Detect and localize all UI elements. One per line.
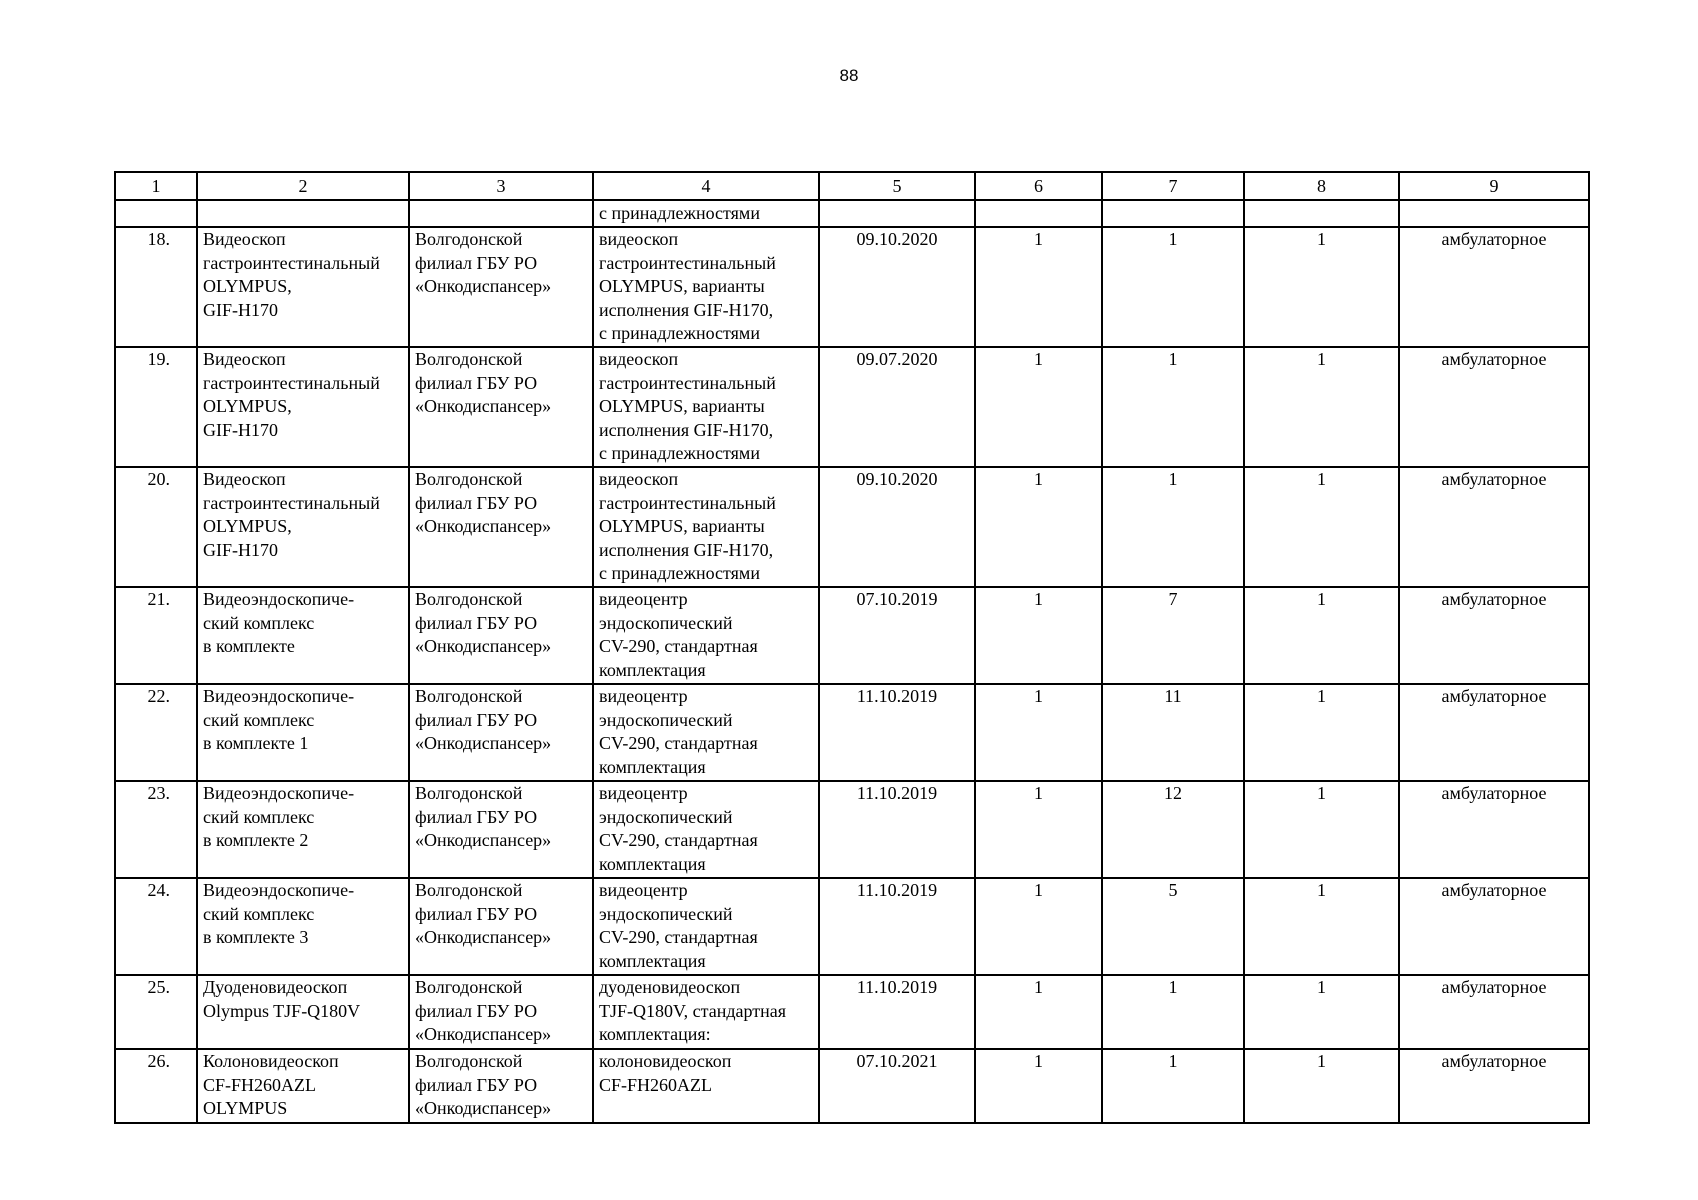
table-row <box>115 467 1589 587</box>
table-row <box>115 781 1589 878</box>
column-header-6: 6 <box>975 172 1102 200</box>
continuation-row <box>115 200 1589 227</box>
equipment-description: видеоцентр эндоскопический CV-290, стандартная комплектация <box>593 587 819 684</box>
equipment-name: Видеоэндоскопиче- ский комплекс в комплекте 1 <box>197 684 409 781</box>
equipment-table <box>114 171 1590 1124</box>
equipment-name: Дуоденовидеоскоп Olympus TJF-Q180V <box>197 975 409 1049</box>
date: 11.10.2019 <box>819 781 975 878</box>
equipment-name: Видеоскоп гастроинтестинальный OLYMPUS, GIF-H170 <box>197 227 409 347</box>
table-cell <box>819 200 975 227</box>
quantity-col6: 1 <box>975 781 1102 878</box>
organization: Волгодонской филиал ГБУ РО «Онкодиспансер» <box>409 227 593 347</box>
table-row <box>115 684 1589 781</box>
row-number: 20. <box>115 467 197 587</box>
table-cell <box>1399 200 1589 227</box>
table-cell <box>409 200 593 227</box>
equipment-name: Видеоэндоскопиче- ский комплекс в комплекте 3 <box>197 878 409 975</box>
date: 09.10.2020 <box>819 467 975 587</box>
date: 11.10.2019 <box>819 684 975 781</box>
equipment-description: видеоцентр эндоскопический CV-290, стандартная комплектация <box>593 684 819 781</box>
quantity-col7: 1 <box>1102 467 1244 587</box>
quantity-col6: 1 <box>975 878 1102 975</box>
column-header-7: 7 <box>1102 172 1244 200</box>
table-row <box>115 1049 1589 1123</box>
quantity-col6: 1 <box>975 1049 1102 1123</box>
organization: Волгодонской филиал ГБУ РО «Онкодиспансер» <box>409 975 593 1049</box>
equipment-name: Видеоэндоскопиче- ский комплекс в комплекте <box>197 587 409 684</box>
quantity-col8: 1 <box>1244 347 1399 467</box>
table-row <box>115 878 1589 975</box>
column-header-1: 1 <box>115 172 197 200</box>
row-number: 23. <box>115 781 197 878</box>
quantity-col7: 1 <box>1102 347 1244 467</box>
row-number: 24. <box>115 878 197 975</box>
row-number: 22. <box>115 684 197 781</box>
row-number: 25. <box>115 975 197 1049</box>
row-number: 26. <box>115 1049 197 1123</box>
quantity-col8: 1 <box>1244 587 1399 684</box>
table-cell <box>1244 200 1399 227</box>
quantity-col6: 1 <box>975 975 1102 1049</box>
continuation-text: с принадлежностями <box>593 200 819 227</box>
quantity-col8: 1 <box>1244 684 1399 781</box>
column-header-9: 9 <box>1399 172 1589 200</box>
equipment-description: видеоскоп гастроинтестинальный OLYMPUS, варианты исполнения GIF-H170, с принадлежностями <box>593 467 819 587</box>
equipment-description: видеоцентр эндоскопический CV-290, стандартная комплектация <box>593 878 819 975</box>
quantity-col8: 1 <box>1244 1049 1399 1123</box>
date: 11.10.2019 <box>819 878 975 975</box>
equipment-name: Видеоскоп гастроинтестинальный OLYMPUS, GIF-H170 <box>197 347 409 467</box>
quantity-col6: 1 <box>975 684 1102 781</box>
quantity-col6: 1 <box>975 227 1102 347</box>
column-header-5: 5 <box>819 172 975 200</box>
page-number: 88 <box>839 66 859 85</box>
care-type: амбулаторное <box>1399 878 1589 975</box>
column-header-2: 2 <box>197 172 409 200</box>
organization: Волгодонской филиал ГБУ РО «Онкодиспансер» <box>409 781 593 878</box>
row-number: 18. <box>115 227 197 347</box>
date: 07.10.2019 <box>819 587 975 684</box>
quantity-col8: 1 <box>1244 227 1399 347</box>
organization: Волгодонской филиал ГБУ РО «Онкодиспансер» <box>409 684 593 781</box>
column-header-3: 3 <box>409 172 593 200</box>
equipment-name: Колоновидеоскоп CF-FH260AZL OLYMPUS <box>197 1049 409 1123</box>
table-row <box>115 587 1589 684</box>
table-cell <box>115 200 197 227</box>
quantity-col8: 1 <box>1244 878 1399 975</box>
care-type: амбулаторное <box>1399 467 1589 587</box>
quantity-col7: 1 <box>1102 975 1244 1049</box>
equipment-name: Видеоскоп гастроинтестинальный OLYMPUS, GIF-H170 <box>197 467 409 587</box>
care-type: амбулаторное <box>1399 684 1589 781</box>
care-type: амбулаторное <box>1399 781 1589 878</box>
row-number: 21. <box>115 587 197 684</box>
equipment-description: видеоскоп гастроинтестинальный OLYMPUS, варианты исполнения GIF-H170, с принадлежностями <box>593 227 819 347</box>
care-type: амбулаторное <box>1399 227 1589 347</box>
quantity-col7: 11 <box>1102 684 1244 781</box>
quantity-col8: 1 <box>1244 781 1399 878</box>
quantity-col7: 1 <box>1102 227 1244 347</box>
quantity-col7: 12 <box>1102 781 1244 878</box>
quantity-col6: 1 <box>975 347 1102 467</box>
equipment-description: видеоцентр эндоскопический CV-290, стандартная комплектация <box>593 781 819 878</box>
column-number-header-row <box>115 172 1589 200</box>
quantity-col7: 1 <box>1102 1049 1244 1123</box>
care-type: амбулаторное <box>1399 975 1589 1049</box>
equipment-name: Видеоэндоскопиче- ский комплекс в комплекте 2 <box>197 781 409 878</box>
date: 09.07.2020 <box>819 347 975 467</box>
table-cell <box>1102 200 1244 227</box>
row-number: 19. <box>115 347 197 467</box>
table-row <box>115 975 1589 1049</box>
care-type: амбулаторное <box>1399 347 1589 467</box>
column-header-8: 8 <box>1244 172 1399 200</box>
organization: Волгодонской филиал ГБУ РО «Онкодиспансер» <box>409 878 593 975</box>
organization: Волгодонской филиал ГБУ РО «Онкодиспансер» <box>409 467 593 587</box>
quantity-col8: 1 <box>1244 467 1399 587</box>
equipment-description: дуоденовидеоскоп TJF-Q180V, стандартная комплектация: <box>593 975 819 1049</box>
quantity-col6: 1 <box>975 587 1102 684</box>
quantity-col7: 5 <box>1102 878 1244 975</box>
care-type: амбулаторное <box>1399 587 1589 684</box>
equipment-description: колоновидеоскоп CF-FH260AZL <box>593 1049 819 1123</box>
table-cell <box>197 200 409 227</box>
quantity-col8: 1 <box>1244 975 1399 1049</box>
table-row <box>115 347 1589 467</box>
equipment-description: видеоскоп гастроинтестинальный OLYMPUS, варианты исполнения GIF-H170, с принадлежностями <box>593 347 819 467</box>
organization: Волгодонской филиал ГБУ РО «Онкодиспансер» <box>409 587 593 684</box>
column-header-4: 4 <box>593 172 819 200</box>
date: 11.10.2019 <box>819 975 975 1049</box>
quantity-col7: 7 <box>1102 587 1244 684</box>
care-type: амбулаторное <box>1399 1049 1589 1123</box>
table-cell <box>975 200 1102 227</box>
quantity-col6: 1 <box>975 467 1102 587</box>
table-row <box>115 227 1589 347</box>
organization: Волгодонской филиал ГБУ РО «Онкодиспансер» <box>409 347 593 467</box>
organization: Волгодонской филиал ГБУ РО «Онкодиспансер» <box>409 1049 593 1123</box>
date: 07.10.2021 <box>819 1049 975 1123</box>
date: 09.10.2020 <box>819 227 975 347</box>
